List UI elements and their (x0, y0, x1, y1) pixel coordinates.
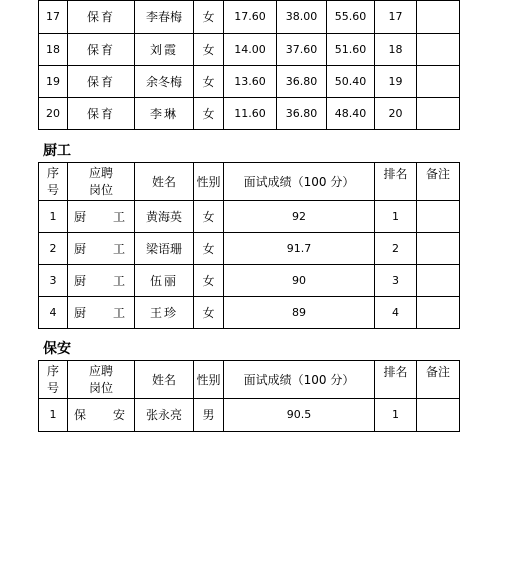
table-header-row (39, 163, 460, 201)
note-cell (417, 201, 460, 233)
name-cell: 伍丽 (135, 265, 194, 297)
interview-score-cell: 37.60 (277, 34, 327, 66)
rank-cell: 3 (375, 265, 417, 297)
score-cell: 92 (224, 201, 375, 233)
table-row (39, 233, 460, 265)
rank-cell: 20 (375, 98, 417, 130)
gender-cell: 女 (194, 201, 224, 233)
written-score-cell: 14.00 (224, 34, 277, 66)
rank-cell: 19 (375, 66, 417, 98)
note-cell (417, 265, 460, 297)
seq-cell: 1 (39, 201, 68, 233)
table-row (39, 201, 460, 233)
score-cell: 90 (224, 265, 375, 297)
header-name: 姓名 (135, 361, 194, 399)
header-rank: 排名 (375, 163, 417, 201)
table-row (39, 297, 460, 329)
rank-cell: 4 (375, 297, 417, 329)
name-cell: 黄海英 (135, 201, 194, 233)
table-row (39, 1, 460, 34)
name-cell: 梁语珊 (135, 233, 194, 265)
header-score: 面试成绩（100 分） (224, 163, 375, 201)
written-score-cell: 13.60 (224, 66, 277, 98)
gender-cell: 女 (194, 66, 224, 98)
security-results-table (38, 360, 460, 432)
note-cell (417, 399, 460, 432)
interview-score-cell: 36.80 (277, 66, 327, 98)
total-score-cell: 48.40 (327, 98, 375, 130)
table-header-row (39, 361, 460, 399)
header-position: 应聘 岗位 (68, 163, 135, 201)
written-score-cell: 17.60 (224, 1, 277, 34)
position-cell: 厨工 (68, 233, 135, 265)
header-gender: 性别 (194, 163, 224, 201)
note-cell (417, 34, 460, 66)
gender-cell: 女 (194, 1, 224, 34)
position-cell: 保安 (68, 399, 135, 432)
position-cell: 厨工 (68, 265, 135, 297)
rank-cell: 1 (375, 201, 417, 233)
score-cell: 89 (224, 297, 375, 329)
name-cell: 余冬梅 (135, 66, 194, 98)
gender-cell: 女 (194, 98, 224, 130)
total-score-cell: 55.60 (327, 1, 375, 34)
table-row (39, 399, 460, 432)
header-name: 姓名 (135, 163, 194, 201)
score-cell: 90.5 (224, 399, 375, 432)
name-cell: 张永亮 (135, 399, 194, 432)
rank-cell: 1 (375, 399, 417, 432)
header-rank: 排名 (375, 361, 417, 399)
interview-score-cell: 36.80 (277, 98, 327, 130)
note-cell (417, 297, 460, 329)
name-cell: 李春梅 (135, 1, 194, 34)
position-cell: 保育 (68, 98, 135, 130)
note-cell (417, 1, 460, 34)
chef-results-table (38, 162, 460, 329)
table-row (39, 66, 460, 98)
section-title-chef: 厨工 (43, 143, 71, 159)
name-cell: 王珍 (135, 297, 194, 329)
table-row (39, 265, 460, 297)
seq-cell: 19 (39, 66, 68, 98)
note-cell (417, 66, 460, 98)
seq-cell: 1 (39, 399, 68, 432)
total-score-cell: 51.60 (327, 34, 375, 66)
written-score-cell: 11.60 (224, 98, 277, 130)
position-cell: 厨工 (68, 297, 135, 329)
note-cell (417, 233, 460, 265)
position-cell: 保育 (68, 34, 135, 66)
note-cell (417, 98, 460, 130)
gender-cell: 女 (194, 297, 224, 329)
total-score-cell: 50.40 (327, 66, 375, 98)
seq-cell: 4 (39, 297, 68, 329)
header-gender: 性别 (194, 361, 224, 399)
header-note: 备注 (417, 163, 460, 201)
rank-cell: 17 (375, 1, 417, 34)
header-note: 备注 (417, 361, 460, 399)
header-seq: 序 号 (39, 163, 68, 201)
position-cell: 厨工 (68, 201, 135, 233)
gender-cell: 女 (194, 34, 224, 66)
rank-cell: 2 (375, 233, 417, 265)
section-title-security: 保安 (43, 341, 71, 357)
gender-cell: 男 (194, 399, 224, 432)
table-row (39, 34, 460, 66)
header-position: 应聘 岗位 (68, 361, 135, 399)
name-cell: 李琳 (135, 98, 194, 130)
gender-cell: 女 (194, 233, 224, 265)
header-score: 面试成绩（100 分） (224, 361, 375, 399)
header-seq: 序 号 (39, 361, 68, 399)
seq-cell: 20 (39, 98, 68, 130)
seq-cell: 2 (39, 233, 68, 265)
rank-cell: 18 (375, 34, 417, 66)
position-cell: 保育 (68, 66, 135, 98)
position-cell: 保育 (68, 1, 135, 34)
table-row (39, 98, 460, 130)
seq-cell: 17 (39, 1, 68, 34)
name-cell: 刘霞 (135, 34, 194, 66)
seq-cell: 3 (39, 265, 68, 297)
childcare-results-table (38, 0, 460, 130)
gender-cell: 女 (194, 265, 224, 297)
seq-cell: 18 (39, 34, 68, 66)
score-cell: 91.7 (224, 233, 375, 265)
interview-score-cell: 38.00 (277, 1, 327, 34)
